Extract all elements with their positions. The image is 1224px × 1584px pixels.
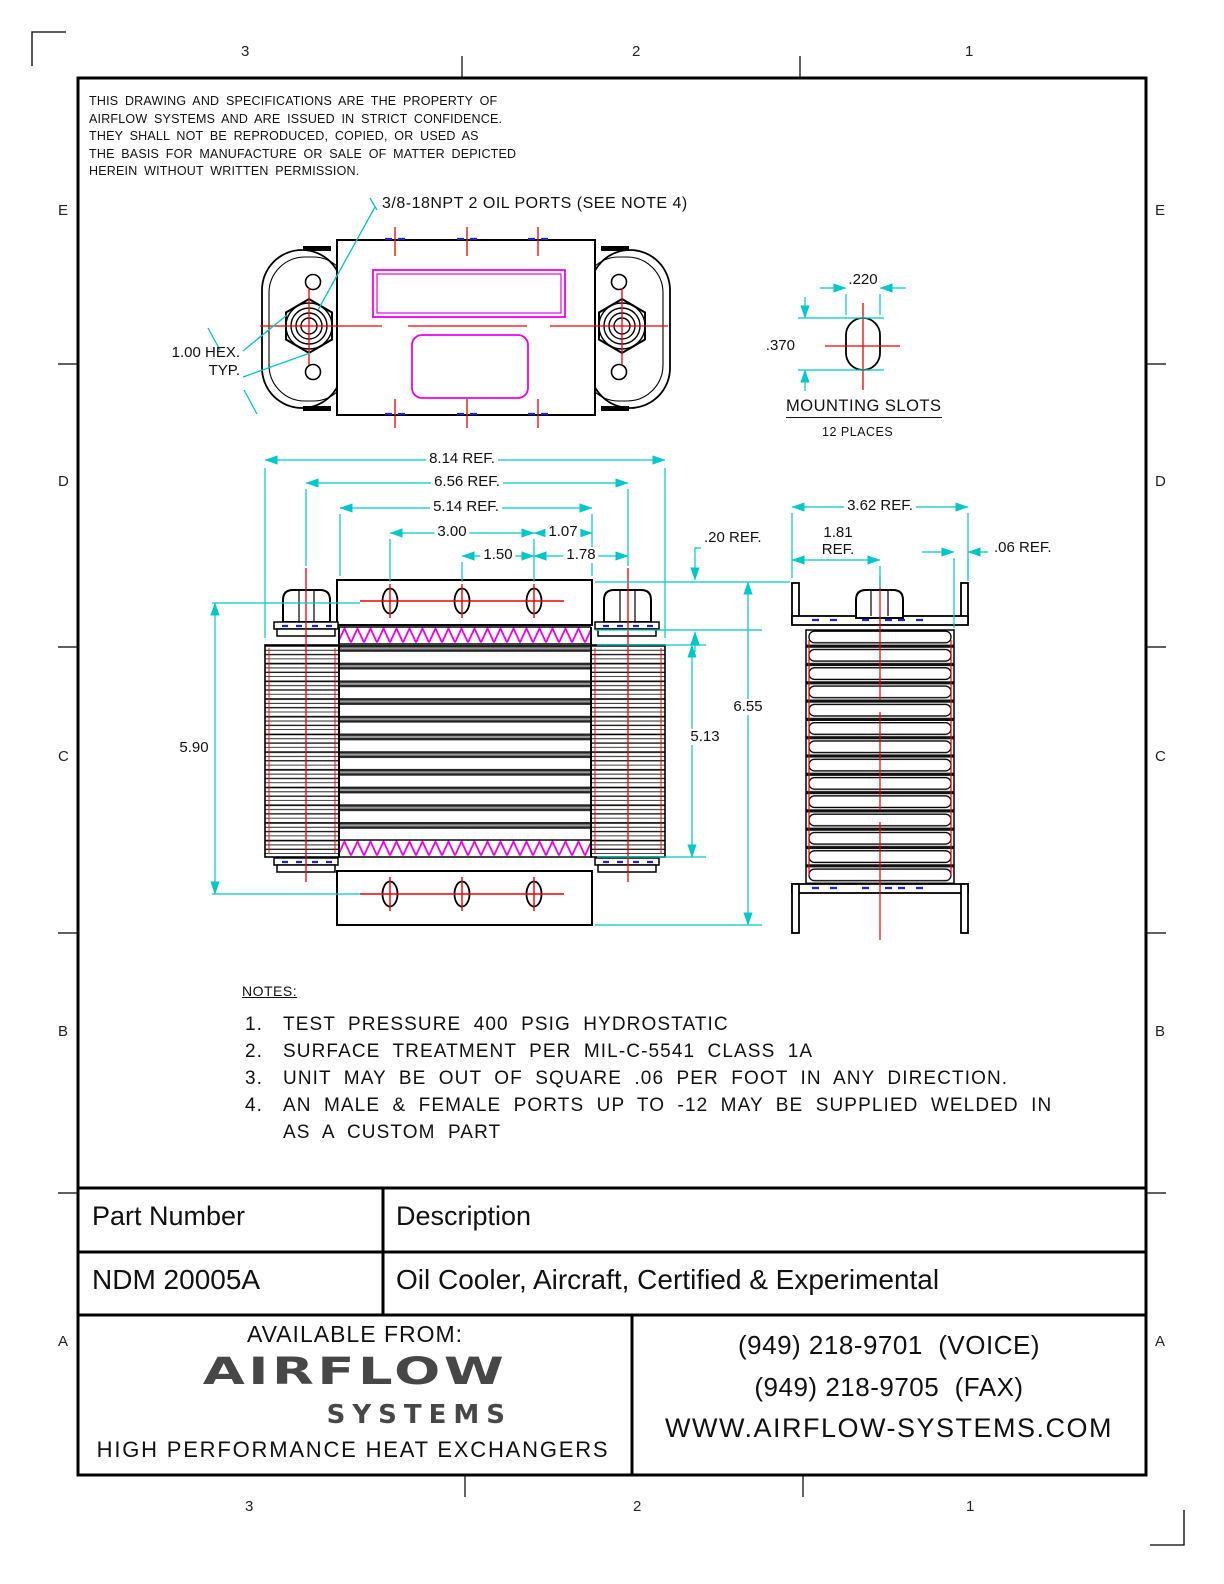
zone-right-a: A: [1155, 1333, 1166, 1350]
dim-slot-center-height: 5.90: [176, 740, 211, 756]
airflow-logo: AIRFLOW: [202, 1348, 508, 1394]
note-number: 4.: [245, 1095, 264, 1116]
tagline: HIGH PERFORMANCE HEAT EXCHANGERS: [96, 1437, 610, 1462]
trim-mark-bottom-right: [1150, 1510, 1184, 1545]
zone-top-3: 3: [241, 43, 250, 60]
mounting-slots-places: 12 PLACES: [822, 425, 894, 439]
slot-height-dim: .370: [763, 338, 798, 354]
proprietary-notice-line: THE BASIS FOR MANUFACTURE OR SALE OF MATTER DEPICTED: [89, 146, 517, 161]
zone-left-c: C: [58, 748, 69, 765]
note-item-1: [245, 1014, 729, 1036]
zone-left-a: A: [58, 1333, 69, 1350]
dim-center-depth-line2: REF.: [819, 542, 858, 558]
website: WWW.AIRFLOW-SYSTEMS.COM: [665, 1413, 1113, 1443]
hex-callout-line1: 1.00 HEX.: [171, 344, 240, 361]
note-text: SURFACE TREATMENT PER MIL-C-5541 CLASS 1A: [283, 1041, 814, 1062]
zone-bottom-1: 1: [966, 1498, 975, 1515]
part-number-value: NDM 20005A: [92, 1264, 261, 1295]
trim-mark-top-left: [32, 32, 66, 66]
dim-slot-to-flange-edge: 1.07: [545, 524, 580, 540]
zone-left-b: B: [58, 1023, 69, 1040]
note-item-2: [245, 1041, 813, 1063]
oil-port-callout: 3/8-18NPT 2 OIL PORTS (SEE NOTE 4): [382, 195, 688, 212]
phone-fax: (949) 218-9705 (FAX): [754, 1372, 1024, 1402]
core-tubes: [339, 645, 591, 840]
airflow-logo-systems: SYSTEMS: [326, 1400, 512, 1430]
dim-flange-offset: .20 REF.: [701, 530, 765, 546]
dim-port-centers: 6.56 REF.: [431, 474, 503, 490]
top-flange-slots: [360, 584, 564, 618]
dim-overall-width: 8.14 REF.: [426, 451, 498, 467]
description-value: Oil Cooler, Aircraft, Certified & Experimental: [396, 1264, 940, 1295]
dim-center-depth-line1: 1.81: [820, 525, 855, 541]
note-text: UNIT MAY BE OUT OF SQUARE .06 PER FOOT IN ANY DIRECTION.: [283, 1068, 1009, 1089]
proprietary-notice-line: THEY SHALL NOT BE REPRODUCED, COPIED, OR USED AS: [89, 129, 479, 144]
note-item-4: [245, 1095, 1052, 1117]
proprietary-notice-line: THIS DRAWING AND SPECIFICATIONS ARE THE PROPERTY OF: [89, 94, 498, 108]
zone-top-1: 1: [965, 43, 974, 60]
zone-right-c: C: [1155, 748, 1166, 765]
turbulator-top: [338, 627, 591, 644]
dim-overall-height: 6.55: [730, 699, 765, 715]
dim-overall-depth: 3.62 REF.: [844, 498, 916, 514]
available-from-label: AVAILABLE FROM:: [246, 1321, 464, 1347]
dim-flange-width: 5.14 REF.: [430, 499, 502, 515]
part-number-header: Part Number: [92, 1201, 246, 1231]
note-item-3: [245, 1068, 1008, 1090]
note-number: 1.: [245, 1014, 264, 1035]
notes-title: NOTES:: [242, 983, 298, 999]
proprietary-notice-line: HEREIN WITHOUT WRITTEN PERMISSION.: [89, 164, 360, 179]
dim-slot-pitch: 1.50: [480, 547, 515, 563]
top-view: [208, 198, 670, 428]
zone-right-e: E: [1155, 202, 1166, 219]
zone-bottom-3: 3: [245, 1498, 254, 1515]
note-text: AS A CUSTOM PART: [283, 1122, 502, 1143]
phone-voice: (949) 218-9701 (VOICE): [738, 1330, 1040, 1360]
zone-top-2: 2: [632, 43, 641, 60]
slot-centerlines: [825, 303, 900, 390]
hex-callout-line2: TYP.: [208, 362, 240, 379]
dim-slot-to-port: 1.78: [563, 547, 598, 563]
bottom-flange-slots: [360, 877, 564, 911]
description-header: Description: [396, 1201, 532, 1231]
dim-slot-span: 3.00: [434, 524, 469, 540]
zone-left-d: D: [58, 473, 69, 490]
note-number: 3.: [245, 1068, 264, 1089]
zone-left-e: E: [58, 202, 69, 219]
zone-right-d: D: [1155, 473, 1166, 490]
note-text: AN MALE & FEMALE PORTS UP TO -12 MAY BE SUPPLIED WELDED IN: [283, 1095, 1053, 1116]
mounting-slots-title: MOUNTING SLOTS: [786, 398, 942, 418]
note-text: TEST PRESSURE 400 PSIG HYDROSTATIC: [283, 1014, 729, 1035]
zone-right-b: B: [1155, 1023, 1166, 1040]
dim-core-height: 5.13: [687, 729, 722, 745]
zone-bottom-2: 2: [633, 1498, 642, 1515]
turbulator-bottom: [338, 840, 591, 857]
tank-left: [265, 645, 339, 857]
top-view-body: [337, 240, 595, 415]
proprietary-notice-line: AIRFLOW SYSTEMS AND ARE ISSUED IN STRICT CONFIDENCE.: [89, 111, 503, 126]
proprietary-notice: [89, 93, 516, 181]
mounting-slot-detail: [798, 288, 906, 391]
dim-edge-gap: .06 REF.: [991, 540, 1055, 556]
note-item-4-continued: [283, 1122, 501, 1144]
slot-width-dim: .220: [845, 272, 880, 288]
note-number: 2.: [245, 1041, 264, 1062]
side-view: [792, 507, 988, 940]
